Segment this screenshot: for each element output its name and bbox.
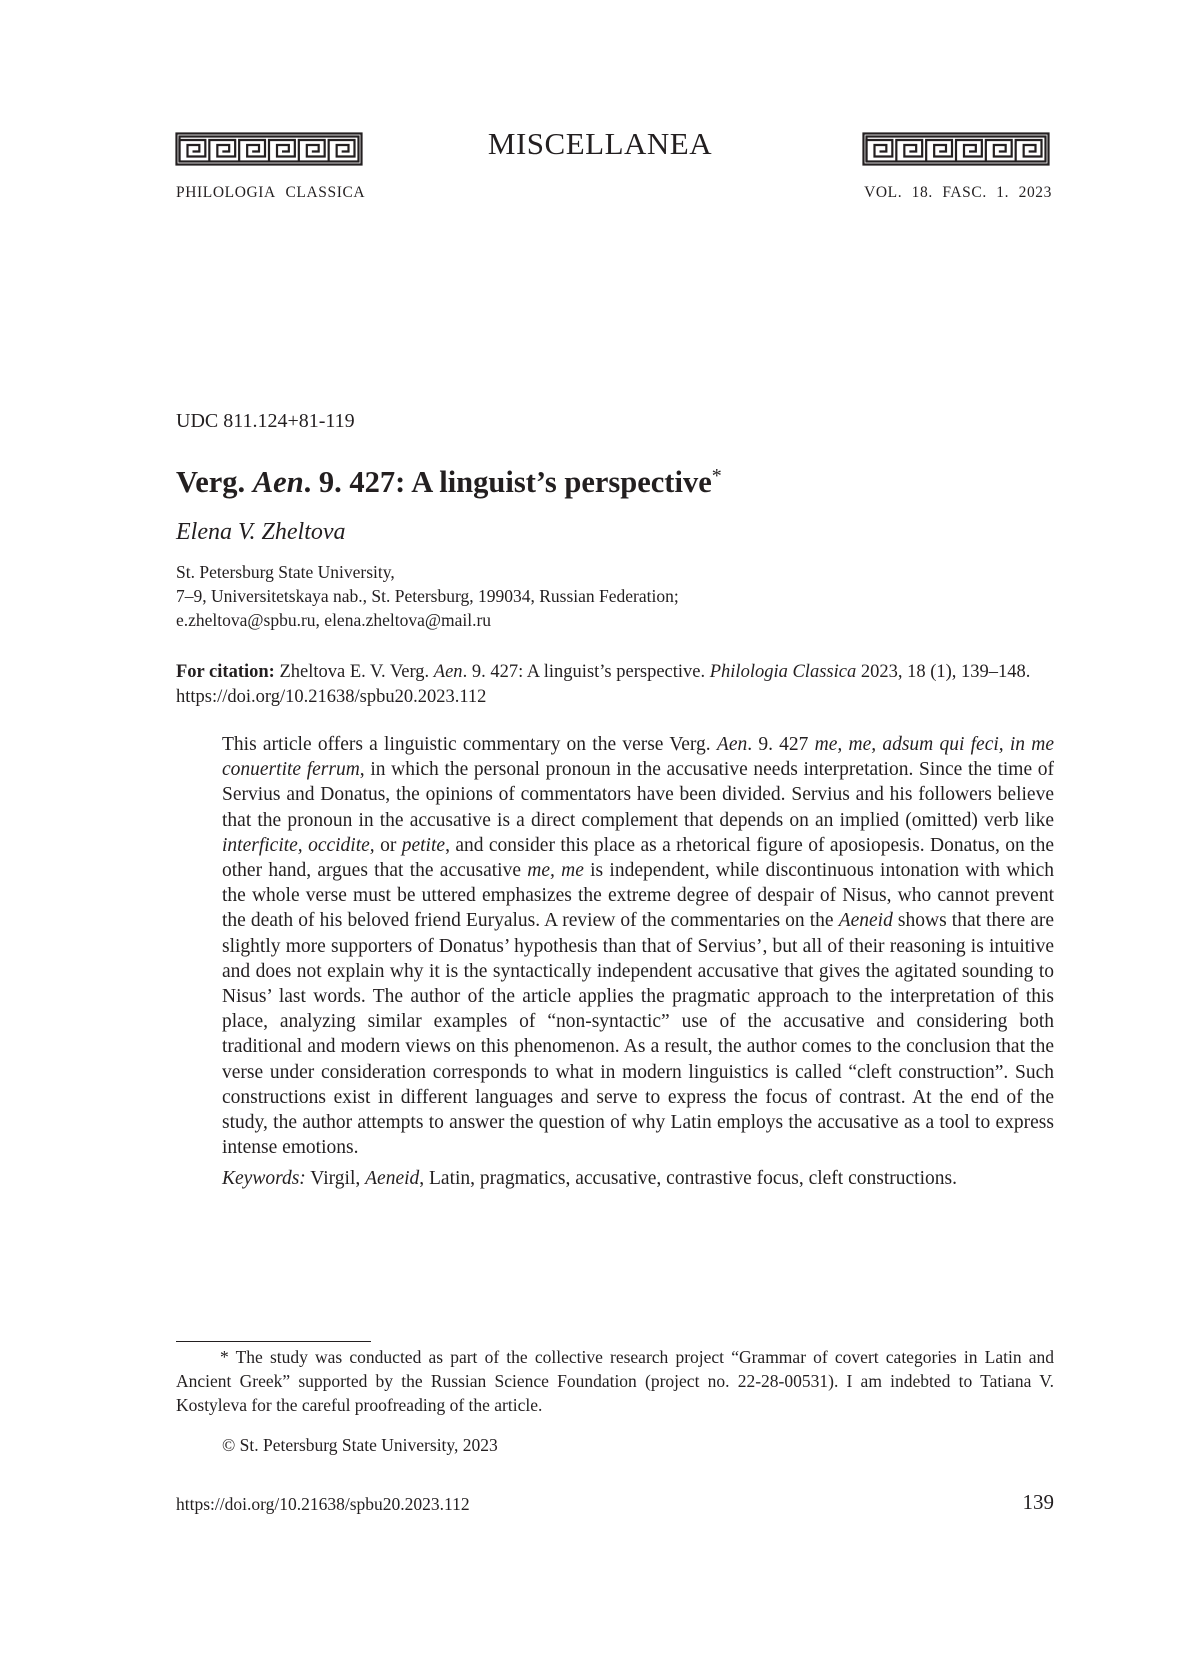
keywords-label: Keywords: bbox=[222, 1168, 306, 1190]
journal-name: PHILOLOGIA CLASSICA bbox=[176, 184, 366, 201]
footnote-divider bbox=[176, 1341, 371, 1342]
affiliation-line: St. Petersburg State University, bbox=[176, 562, 395, 582]
footnote-mark[interactable]: * bbox=[711, 465, 722, 487]
abstract bbox=[222, 732, 1054, 1192]
abstract-italic: me, me bbox=[527, 860, 584, 882]
affiliation-email[interactable]: e.zheltova@spbu.ru, elena.zheltova@mail.ru bbox=[176, 610, 492, 630]
abstract-italic: interficite, occidite, bbox=[222, 834, 375, 856]
citation-work: Aen bbox=[433, 662, 463, 682]
section-title: MISCELLANEA bbox=[487, 126, 713, 161]
citation-journal: Philologia Classica bbox=[709, 662, 857, 682]
page-number: 139 bbox=[1022, 1490, 1054, 1514]
keywords-span: Virgil, bbox=[305, 1168, 366, 1190]
citation-text: . 9. 427: A linguist’s perspective. bbox=[462, 662, 710, 682]
affiliation-line: 7–9, Universitetskaya nab., St. Petersburg, 199034, Russian Federation; bbox=[176, 586, 679, 606]
abstract-italic: Aen bbox=[716, 734, 748, 755]
abstract-italic: me, me, adsum qui feci, in me conuertite ferrum bbox=[222, 734, 1055, 781]
title-suffix: . 9. 427: A linguist’s perspective bbox=[303, 465, 712, 499]
title-prefix: Verg. bbox=[176, 465, 253, 499]
affiliation bbox=[176, 560, 679, 632]
keywords bbox=[222, 1166, 1054, 1191]
abstract-span: or bbox=[374, 834, 402, 856]
volume-info: VOL. 18. FASC. 1. 2023 bbox=[864, 184, 1052, 201]
abstract-span: , in which the personal pronoun in the accusative needs interpretation. Since the time of Servius and Donatus, the opinions of commentators have been divided. Servius and his followers believe that the pronoun in the accusative is a direct complement that depends on an implied (omitted) verb like bbox=[222, 759, 1054, 831]
citation-text: Zheltova E. V. Verg. bbox=[274, 662, 434, 682]
abstract-italic: petite bbox=[401, 834, 446, 856]
keywords-italic: Aeneid bbox=[365, 1168, 420, 1190]
abstract-span: shows that there are slightly more supporters of Donatus’ hypothesis than that of Servius’, but all of their reasoning is intuitive and does not explain why it is the syntactically independent accusative that gives the agitated sounding to Nisus’ last words. The author of the article applies the pragmatic approach to the interpretation of this place, analyzing similar examples of “non-syntactic” use of the accusative and considering both traditional and modern views on this phenomenon. As a result, the author comes to the conclusion that the verse under consideration corresponds to what in modern linguistics is called “cleft construction”. Such constructions exist in different languages and serve to express the focus of contrast. At the end of the study, the author attempts to answer the question of why Latin employs the accusative as a tool to express intense emotions. bbox=[222, 910, 1055, 1159]
citation-label: For citation: bbox=[176, 662, 275, 682]
article-title bbox=[176, 456, 722, 502]
abstract-text bbox=[222, 732, 1054, 1160]
title-work: Aen bbox=[252, 465, 304, 499]
doi-link[interactable]: https://doi.org/10.21638/spbu20.2023.112 bbox=[176, 1494, 470, 1514]
author-name: Elena V. Zheltova bbox=[176, 519, 346, 545]
udc-code: UDC 811.124+81-119 bbox=[176, 410, 355, 432]
citation-doi[interactable]: 2023, 18 (1), 139–148. https://doi.org/10.21638/spbu20.2023.112 bbox=[176, 662, 1031, 707]
copyright: © St. Petersburg State University, 2023 bbox=[222, 1435, 498, 1455]
abstract-italic: Aeneid bbox=[838, 910, 893, 932]
citation bbox=[176, 660, 1054, 710]
abstract-span: . 9. 427 bbox=[747, 734, 815, 755]
footnote: * The study was conducted as part of the collective research project “Grammar of covert categories in Latin and Ancient Greek” supported by the Russian Science Foundation (project no. 22-28-00531). I am indebted to Tatiana V. Kostyleva for the careful proofreading of the article. bbox=[176, 1347, 1054, 1415]
abstract-span: is independent, while discontinuous intonation with which the whole verse must be uttered emphasizes the extreme degree of despair of Nisus, who cannot prevent the death of his beloved friend Euryalus. A review of the commentaries on the bbox=[222, 860, 1054, 932]
abstract-span: , and consider this place as a rhetorical figure of aposiopesis. Donatus, on the other hand, argues that the accusative bbox=[222, 834, 1054, 882]
abstract-span: This article offers a linguistic commentary on the verse Verg. bbox=[222, 734, 717, 755]
keywords-span: , Latin, pragmatics, accusative, contrastive focus, cleft constructions. bbox=[419, 1168, 957, 1190]
